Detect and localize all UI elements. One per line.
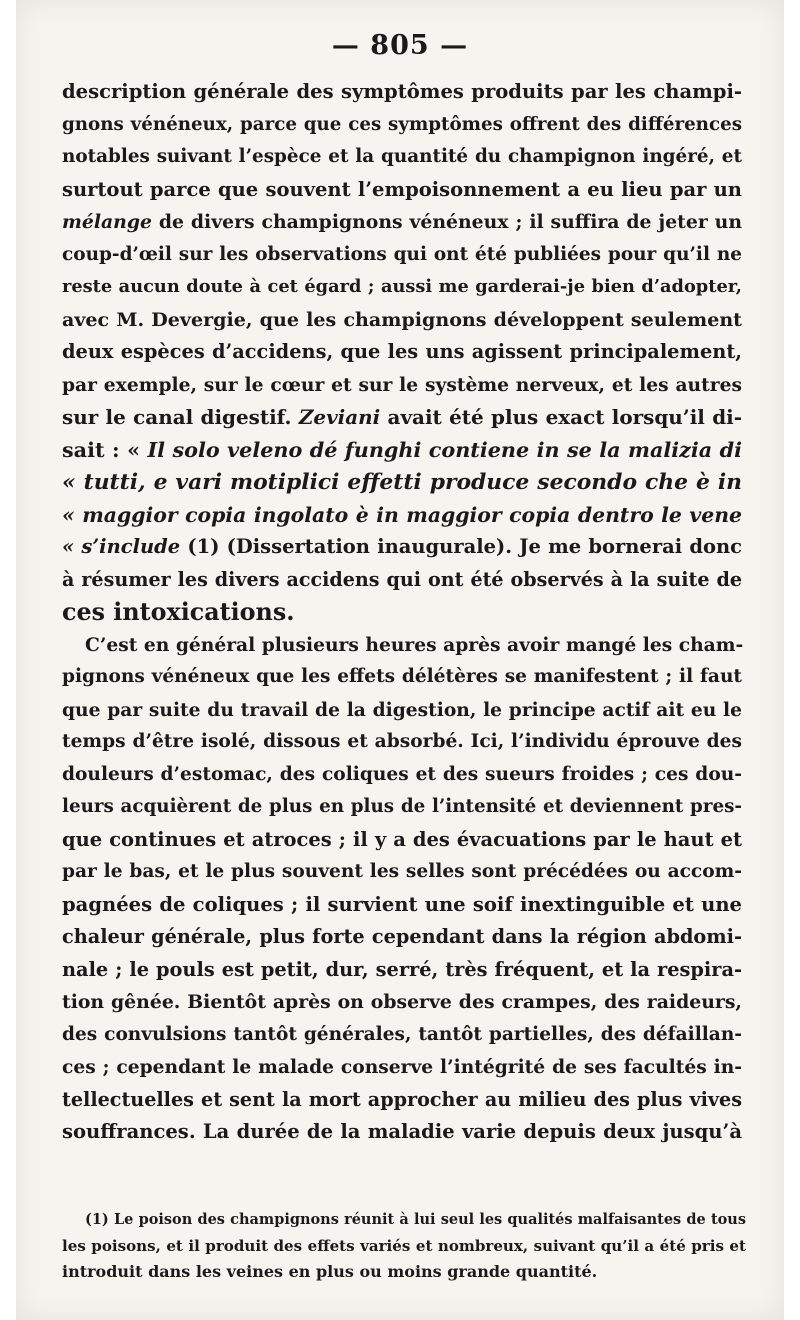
text-run: avait été plus exact lorsqu’il di-: [380, 405, 743, 429]
paragraph2-line: pignons vénéneux que les effets délétères se manifestent ; il faut: [62, 666, 742, 687]
paragraph2-line: douleurs d’estomac, des coliques et des sueurs froides ; ces dou-: [62, 763, 742, 785]
paragraph1-line: par exemple, sur le cœur et sur le système nerveux, et les autres: [62, 373, 742, 396]
footnote-line: (1) Le poison des champignons réunit à lui seul les qualités malfaisantes de tous: [85, 1211, 746, 1228]
paragraph1-line: gnons vénéneux, parce que ces symptômes offrent des différences: [62, 113, 742, 135]
paragraph2-line: que continues et atroces ; il y a des évacuations par le haut et: [62, 827, 742, 851]
paragraph1-line: surtout parce que souvent l’empoisonnement a eu lieu par un: [62, 177, 742, 201]
paragraph2-line: souffrances. La durée de la maladie varie depuis deux jusqu’à: [62, 1120, 742, 1143]
paragraph-1: [62, 76, 742, 629]
paragraph1-line: [62, 466, 742, 499]
italic-text: « s’include: [62, 535, 181, 558]
italic-text: Zeviani: [298, 405, 381, 429]
paragraph1-line: [62, 206, 742, 239]
footnote-line: les poisons, et il produit des effets variés et nombreux, suivant qu’il a été pris et: [62, 1237, 746, 1255]
text-run: sur le canal digestif.: [62, 405, 299, 429]
footnote: [62, 1207, 746, 1285]
paragraph1-line: reste aucun doute à cet égard ; aussi me garderai-je bien d’adopter,: [62, 276, 742, 297]
paragraph1-line: [62, 401, 742, 434]
text-run: (1) (Dissertation inaugurale). Je me bornerai donc: [180, 535, 742, 558]
paragraph1-line: description générale des symptômes produits par les champi-: [62, 80, 742, 103]
footnote-line: introduit dans les veines en plus ou moins grande quantité.: [62, 1262, 598, 1281]
paragraph1-line: [62, 531, 742, 564]
italic-text: « maggior copia ingolato è in maggior copia dentro le vene: [62, 502, 742, 527]
italic-text: mélange: [62, 211, 152, 233]
text-run: de divers champignons vénéneux ; il suffira de jeter un: [151, 211, 742, 233]
paragraph2-line: C’est en général plusieurs heures après avoir mangé les cham-: [85, 633, 744, 656]
paragraph1-line: coup-d’œil sur les observations qui ont été publiées pour qu’il ne: [62, 243, 742, 265]
paragraph2-line: tion gênée. Bientôt après on observe des crampes, des raideurs,: [62, 991, 742, 1013]
paragraph1-line: deux espèces d’accidens, que les uns agissent principalement,: [62, 340, 742, 363]
page-number: — 805 —: [331, 30, 469, 61]
paragraph2-line: des convulsions tantôt générales, tantôt partielles, des défaillan-: [62, 1023, 742, 1045]
body-text: [62, 76, 742, 1149]
paragraph2-line: pagnées de coliques ; il survient une soif inextinguible et une: [62, 892, 742, 916]
italic-text: « tutti, e vari motiplici effetti produce secondo che è in: [62, 469, 742, 495]
paragraph-2: [62, 629, 742, 1149]
paragraph1-line: avec M. Devergie, que les champignons développent seulement: [62, 308, 742, 331]
paragraph1-line: à résumer les divers accidens qui ont été observés à la suite de: [62, 567, 742, 591]
italic-text: Il solo veleno dé funghi contiene in se la malizia di: [147, 437, 742, 462]
text-run: sait : «: [62, 437, 148, 462]
paragraph2-line: chaleur générale, plus forte cependant dans la région abdomi-: [62, 925, 742, 948]
paragraph2-line: temps d’être isolé, dissous et absorbé. Ici, l’individu éprouve des: [62, 731, 742, 752]
paragraph2-line: par le bas, et le plus souvent les selles sont précédées ou accom-: [62, 861, 742, 882]
paragraph2-line: leurs acquièrent de plus en plus de l’intensité et deviennent pres-: [62, 796, 742, 817]
paragraph2-line: tellectuelles et sent la mort approcher au milieu des plus vives: [62, 1087, 742, 1111]
paragraph2-line: nale ; le pouls est petit, dur, serré, très fréquent, et la respira-: [62, 957, 742, 981]
paragraph1-line: ces intoxications.: [62, 598, 295, 626]
paragraph1-line: [62, 499, 742, 532]
paragraph2-line: que par suite du travail de la digestion, le principe actif ait eu le: [62, 698, 742, 721]
paragraph1-line: notables suivant l’espèce et la quantité du champignon ingéré, et: [62, 146, 742, 167]
paragraph1-line: [62, 434, 742, 467]
paragraph2-line: ces ; cependant le malade conserve l’intégrité de ses facultés in-: [62, 1056, 742, 1078]
